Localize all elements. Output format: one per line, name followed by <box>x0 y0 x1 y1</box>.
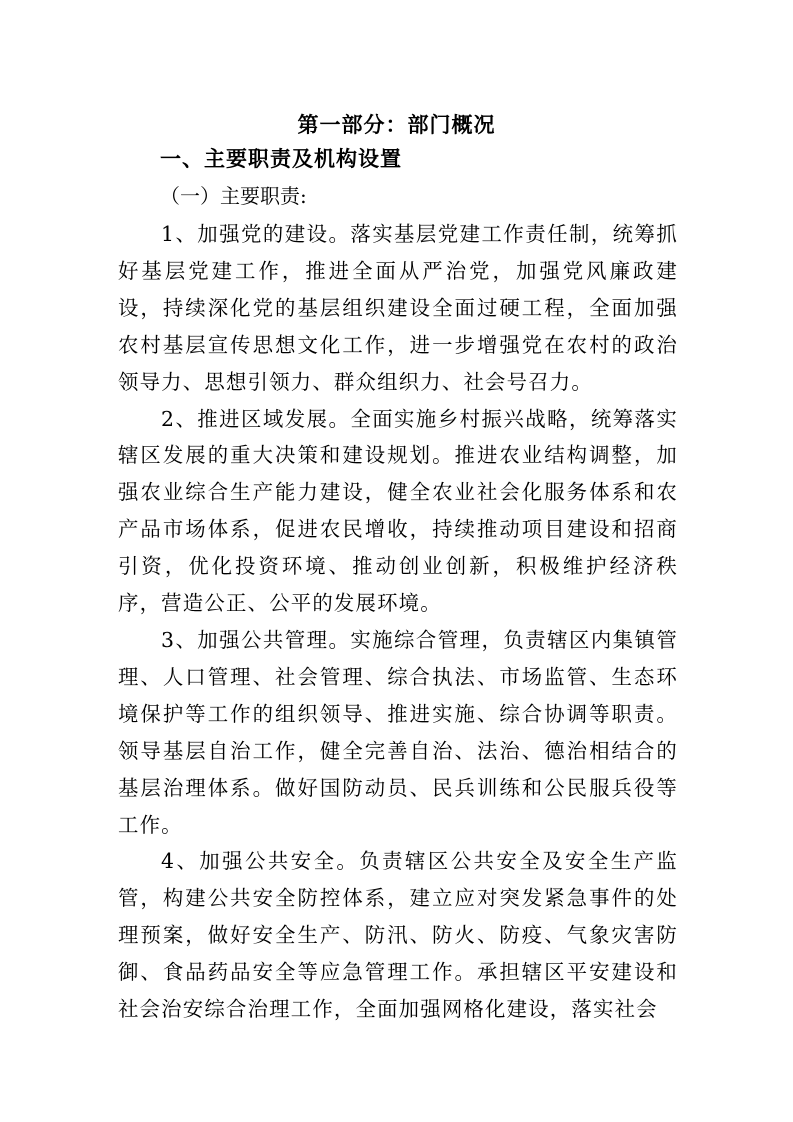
paragraph-public-safety: 4、加强公共安全。负责辖区公共安全及安全生产监管，构建公共安全防控体系，建立应对突发紧急事件的处理预案，做好安全生产、防汛、防火、防疫、气象灾害防御、食品药品安全等应急管理工作。承担辖区平安建设和社会治安综合治理工作，全面加强网格化建设，落实社会 <box>118 849 678 1022</box>
page-title: 第一部分：部门概况 <box>297 113 496 137</box>
section-heading: 一、主要职责及机构设置 <box>160 147 402 171</box>
body-text <box>118 216 678 1028</box>
paragraph-regional-development: 2、推进区域发展。全面实施乡村振兴战略，统筹落实辖区发展的重大决策和建设规划。推进农业结构调整，加强农业综合生产能力建设，健全农业社会化服务体系和农产品市场体系，促进农民增收，持续推动项目建设和招商引资，优化投资环境、推动创业创新，积极维护经济秩序，营造公正、公平的发展环境。 <box>118 406 678 616</box>
paragraph-public-management: 3、加强公共管理。实施综合管理，负责辖区内集镇管理、人口管理、社会管理、综合执法、市场监管、生态环境保护等工作的组织领导、推进实施、综合协调等职责。领导基层自治工作，健全完善自治、法治、德治相结合的基层治理体系。做好国防动员、民兵训练和公民服兵役等工作。 <box>118 627 678 837</box>
subsection-heading: （一）主要职责: <box>160 184 307 208</box>
paragraph-party-building: 1、加强党的建设。落实基层党建工作责任制，统筹抓好基层党建工作，推进全面从严治党，加强党风廉政建设，持续深化党的基层组织建设全面过硬工程，全面加强农村基层宣传思想文化工作，进一步增强党在农村的政治领导力、思想引领力、群众组织力、社会号召力。 <box>118 222 678 394</box>
